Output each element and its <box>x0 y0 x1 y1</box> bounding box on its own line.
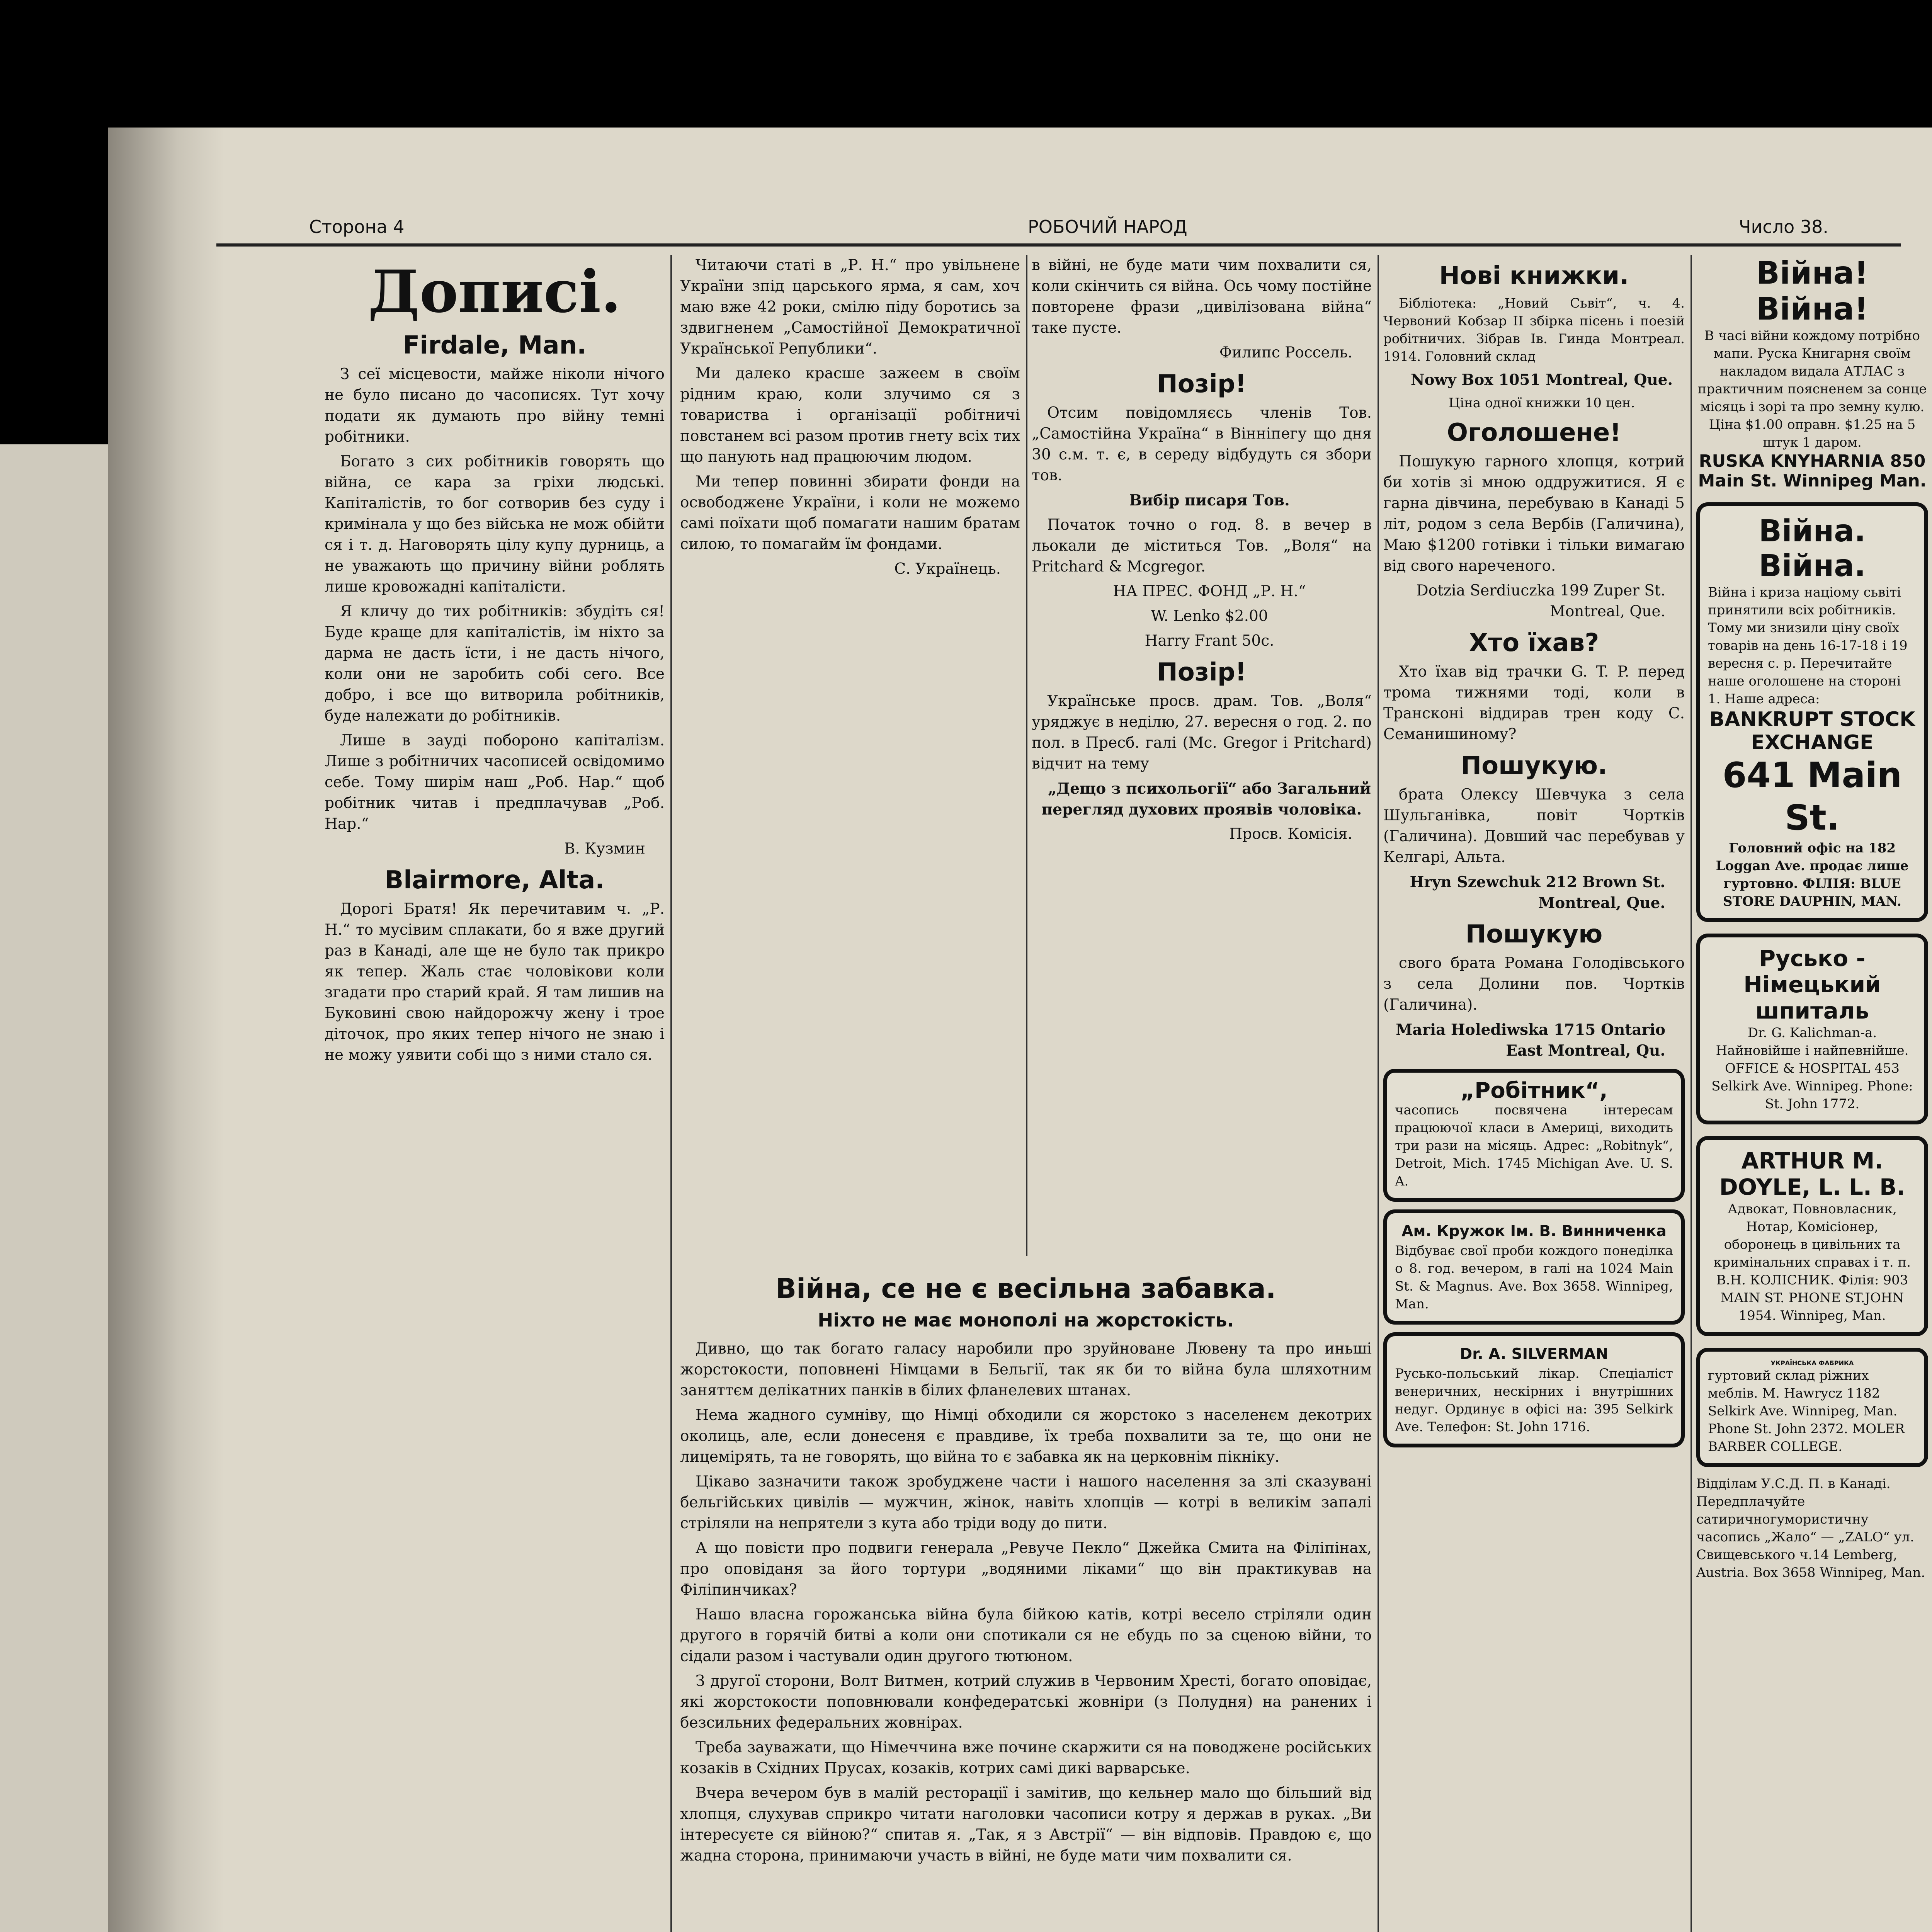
letter-heading-firdale: Firdale, Man. <box>403 331 587 360</box>
books-heading: Нові книжки. <box>1439 262 1629 290</box>
article-paragraph: З другої сторони, Волт Витмен, котрий служив в Червоним Хресті, богато оповідає, які жорстокости поповнювали конфедератські жовніри (з Полудня) на ранених і безсильних федеральних жовнірах. <box>680 1672 1372 1731</box>
books-address: Nowy Box 1051 Montreal, Que. <box>1410 371 1673 389</box>
page-fold-shadow <box>108 128 224 1932</box>
hospital-ad-text: Dr. G. Kalichman-a. Найновійше і найпевнійше. OFFICE & HOSPITAL 453 Selkirk Ave. Winnipeg. Phone: St. John 1772. <box>1711 1025 1913 1112</box>
search-heading: Пошукую <box>1465 920 1603 949</box>
article-paragraph: Нема жадного сумніву, що Німці обходили ся жорстоко з населенєм декотрих околиць, але, если донесеня є правдиве, їх треба похвалити за те, що они не лицемірять, та не говорять, що війна то є забавка як на церковнім пікніку. <box>680 1406 1372 1466</box>
war-ad-heading: Війна! Війна! <box>1756 255 1869 327</box>
notice-heading: Позір! <box>1157 658 1247 687</box>
article-signature: Филипс Россель. <box>1219 344 1352 361</box>
column-4 <box>1383 255 1685 1932</box>
notice-paragraph: Отсим повідомляєсь членів Тов. „Самостійна Україна“ в Вінніпегу що дня 30 с.м. т. є, в середу відбудуть ся збори тов. <box>1032 404 1372 484</box>
lawyer-ad <box>1696 1136 1928 1336</box>
bankrupt-ad <box>1696 502 1928 922</box>
notice-emphasis: „Дещо з психольогії“ або Загальний перегляд духових проявів чоловіка. <box>1041 780 1371 818</box>
letter-paragraph: Дорогі Братя! Як перечитавим ч. „Р. Н.“ то мусівим сплакати, бо я вже другий раз в Канаді, але ще не було так прикро як тепер. Жаль стає чоловікови коли згадати про старий край. Я там лишив на Буковині свою найдорожчу жену і трое діточок, про яких тепер нічого не знаю і не можу уявити собі що з ними стало ся. <box>325 900 665 1064</box>
article-paragraph: Ми тепер повинні збирати фонди на освободжене України, і коли не можемо самі поїхати щоб помагати нашим братам силою, то помагайм їм фондами. <box>680 473 1020 553</box>
column-divider <box>1378 255 1379 1932</box>
page-number: Сторона 4 <box>309 216 405 237</box>
silverman-ad-text: Русько-польський лікар. Спеціаліст венеричних, нескірних і внутрішних недуг. Ординує в офісі на: 395 Selkirk Ave. Телефон: St. John 1716. <box>1395 1366 1673 1435</box>
search-text: брата Олексу Шевчука з села Шульганівка, повіт Чортків (Галичина). Довший час перебував у Келгарі, Альта. <box>1383 786 1685 866</box>
article-paragraph: Вчера вечером був в малій ресторації і замітив, що кельнер мало що більший від хлопця, слухував сприкро читати наголовки часописи котру я держав в руках. „Ви інтересуєте ся війною?“ спитав я. „Так, я з Австрії“ — він відповів. Правдою є, що жадна сторона, принимаючи участь в війні, не буде мати чим похвалити ся. <box>680 1784 1372 1864</box>
notice-line: W. Lenko $2.00 <box>1151 607 1268 625</box>
column-divider <box>1026 255 1027 1256</box>
notice-heading: Позір! <box>1157 370 1247 398</box>
silverman-ad-title: Dr. A. SILVERMAN <box>1459 1345 1609 1363</box>
article-paragraph: Читаючи статі в „Р. Н.“ про увільнене України зпід царського ярма, я сам, хоч маю вже 42 роки, смілю піду боротись за здвигненем „Самостійної Демократичної Української Републики“. <box>680 257 1020 357</box>
factory-ad-text: гуртовий склад ріжних меблів. M. Hawrycz 1182 Selkirk Ave. Winnipeg, Man. Phone St. John 2372. MOLER BARBER COLLEGE. <box>1708 1368 1905 1454</box>
search-heading: Пошукую. <box>1461 752 1607 780</box>
newspaper-page <box>108 128 1932 1932</box>
column-1 <box>325 255 665 1932</box>
article-paragraph: Нашо власна горожанська війна була бійкою катів, котрі весело стріляли один другого в горячій битві а коли они спотикали ся не ебудь по за сценою війни, то сідали разом і частували один другого тютюном. <box>680 1606 1372 1665</box>
ad-column <box>1696 255 1928 1932</box>
worker-ad-title: „Робітник“, <box>1460 1078 1608 1103</box>
article-headline: Війна, се не є весільна забавка. <box>776 1273 1276 1304</box>
column-3 <box>1032 255 1372 1240</box>
party-notice: Відділам У.С.Д. П. в Канаді. Передплачуйте сатиричногумористичну часопись „Жало“ — „ZALO“ ул. Свищевського ч.14 Lemberg, Austria. Box 3658 Winnipeg, Man. <box>1696 1476 1925 1580</box>
article-signature: С. Українець. <box>894 560 1001 578</box>
bankrupt-ad-name: BANKRUPT STOCK EXCHANGE <box>1709 708 1915 754</box>
letter-signature: В. Кузмин <box>564 840 645 857</box>
search-text: свого брата Романа Голодівського з села Долини пов. Чортків (Галичина). <box>1383 954 1685 1014</box>
bankrupt-ad-text: Війна і криза націому сьвіті принятили всіх робітників. Тому ми знизили ціну своїх товарів на день 16-17-18 і 19 вересня с. р. Перечитайте наше оголошене на стороні 1. Наше адреса: <box>1708 585 1908 707</box>
notice-line: Harry Frant 50c. <box>1145 632 1274 650</box>
announcement-signature: Dotzia Serdiuczka 199 Zuper St. Montreal, Que. <box>1416 582 1665 620</box>
article-paragraph: Ми далеко красше зажеем в своїм рідним краю, коли злучимо ся з товариства і організації робітничі повстанем всі разом против гнету всіх тих що панують над працюючим людом. <box>680 365 1020 466</box>
vynnychenko-ad-title: Ам. Кружок Ім. В. Винниченка <box>1401 1223 1667 1240</box>
article-war <box>680 1267 1372 1932</box>
factory-ad-title: УКРАЇНСЬКА ФАБРИКА <box>1770 1359 1854 1367</box>
bankrupt-ad-address: 641 Main St. <box>1722 755 1902 838</box>
article-paragraph: А що повісти про подвиги генерала „Ревуче Пекло“ Джейка Смита на Філіпінах, про оповіданя за його тортури „водяними ліками“ що він практикував на Філіпинчиках? <box>680 1539 1372 1599</box>
header-rule <box>216 243 1901 247</box>
article-paragraph: Треба зауважати, що Німеччина вже почине скаржити ся на поводжене російських козаків в Східних Прусах, козаків, котрих самі дикі варварське. <box>680 1739 1372 1777</box>
atlas-ad-text: В часі війни кождому потрібно мапи. Руска Книгарня своїм накладом видала АТЛАС з практичним поясненем за сонце місяць і зорі та про земну кулю. Ціна $1.00 оправн. $1.25 на 5 штук 1 даром. <box>1697 328 1927 450</box>
notice-paragraph: Українське просв. драм. Тов. „Воля“ уряджує в неділю, 27. вересня о год. 2. по пол. в Пресб. галі (Mc. Gregor і Pritchard) відчит на тему <box>1032 692 1372 772</box>
left-page-stub <box>0 444 108 1932</box>
announcement-text: Пошукую гарного хлопця, котрий би хотів зі мною оддружитися. Я є гарна дівчина, перебуваю в Канаді 5 літ, родом з села Вербів (Галичина), Маю $1200 готівки і тільки вимагаю від свого нареченого. <box>1383 453 1685 575</box>
notice-signature: Просв. Комісія. <box>1229 825 1352 843</box>
notice-emphasis: Вибір писаря Тов. <box>1129 492 1290 509</box>
silverman-ad <box>1383 1332 1685 1447</box>
factory-ad <box>1696 1348 1928 1467</box>
worker-ad <box>1383 1069 1685 1202</box>
worker-ad-text: часопись посвячена інтересам працюючої класи в Америці, виходить три рази на місяць. Адрес: „Robitnyk“, Detroit, Mich. 1745 Michigan Ave. U. S. A. <box>1395 1102 1673 1189</box>
letter-paragraph: Лише в зауді побороно капіталізм. Лише з робітничих часописей освідомимо себе. Тому ширім наш „Роб. Нар.“ щоб робітник читав і предплачував „Роб. Нар.“ <box>325 732 665 833</box>
column-divider <box>1690 255 1692 1932</box>
books-text: Бібліотека: „Новий Сьвіт“, ч. 4. Червоний Кобзар II збірка пісень і поезій робітничих. Зібрав Ів. Гинда Монтреал. 1914. Головний склад <box>1383 296 1685 364</box>
issue-number: Число 38. <box>1739 216 1829 237</box>
vynnychenko-ad-text: Відбуває свої проби кождого понеділка о 8. год. вечером, в галі на 1024 Main St. & Magnus. Ave. Box 3658. Winnipeg, Man. <box>1395 1243 1673 1312</box>
who-went-text: Хто їхав від трачки G. T. P. перед трома тижнями тоді, коли в Трансконі віддирав трен коду С. Семанишиному? <box>1383 663 1685 743</box>
notice-line: НА ПРЕС. ФОНД „Р. Н.“ <box>1113 583 1306 600</box>
hospital-ad-title: Русько - Німецький шпиталь <box>1743 945 1881 1024</box>
search-signature: Hryn Szewchuk 212 Brown St. Montreal, Que. <box>1410 873 1665 912</box>
lawyer-ad-text: Адвокат, Повновласник, Нотар, Комісіонер, оборонець в цивільних та кримінальних справах і т. п. В.Н. КОЛІСНИК. Філія: 903 MAIN ST. PHONE ST.JOHN 1954. Winnipeg, Man. <box>1713 1201 1911 1323</box>
atlas-ad-store: RUSKA KNYHARNIA 850 Main St. Winnipeg Man. <box>1698 451 1927 491</box>
notice-paragraph: Початок точно о год. 8. в вечер в льокали де міститься Тов. „Воля“ на Pritchard & Mcgregor. <box>1032 516 1372 575</box>
article-paragraph: Дивно, що так богато галасу наробили про зруйноване Лювену та про иньші жорстокости, поповнені Німцами в Бельгії, так як би то війна була шляхотним заняттєм делікатних панків в білих фланелевих штанах. <box>680 1340 1372 1399</box>
lawyer-ad-title: ARTHUR M. DOYLE, L. L. B. <box>1719 1148 1905 1200</box>
books-price: Ціна одної книжки 10 цен. <box>1448 395 1635 411</box>
letter-paragraph: З сеї місцевости, майже ніколи нічого не було писано до часописях. Тут хочу подати як думають про війну темні робітники. <box>325 366 665 446</box>
letter-heading-blairmore: Blairmore, Alta. <box>384 866 605 895</box>
letter-paragraph: Богато з сих робітників говорять що війна, се кара за гріхи людські. Капіталістів, то бог сотворив без суду і кримінала у що без війська не мож обійти ся і т. д. Наговорять цілу купу дурниць, а не уважають що причину війни роблять лише кровожадні капіталісти. <box>325 453 665 595</box>
search-signature: Maria Holediwska 1715 Ontario East Montreal, Qu. <box>1396 1021 1665 1060</box>
vynnychenko-ad <box>1383 1209 1685 1325</box>
hospital-ad <box>1696 934 1928 1124</box>
bankrupt-ad-heading: Війна. Війна. <box>1759 514 1866 583</box>
bankrupt-ad-branch: Головний офіс на 182 Loggan Ave. продає лише гуртовно. ФІЛІЯ: BLUE STORE DAUPHIN, MAN. <box>1716 840 1909 909</box>
article-continuation: в війні, не буде мати чим похвалити ся, коли скінчить ся війна. Ось чому постійне повторене фрази „цивілізована війна“ таке пусте. <box>1032 257 1372 337</box>
column-2 <box>680 255 1020 1240</box>
article-subheadline: Ніхто не має монополі на жорстокість. <box>818 1310 1234 1331</box>
who-went-heading: Хто їхав? <box>1469 629 1599 657</box>
masthead-small: РОБОЧИЙ НАРОД <box>1028 216 1187 237</box>
column-divider <box>670 255 672 1932</box>
article-paragraph: Цікаво зазначити також зробуджене части і нашого населення за злі сказувані бельгійських цивілів — мужчин, жінок, навіть хлопців — котрі в великім запалі стріляли на непрятели з кута або тріди воду до пити. <box>680 1473 1372 1532</box>
letter-paragraph: Я кличу до тих робітників: збудіть ся! Буде краще для капіталістів, ім ніхто за дарма не дасть їсти, і не дасть нічого, коли они не заробить собі сего. Все добро, і все що витворила робітників, буде належати до робітників. <box>325 603 665 724</box>
announcement-heading: Оголошене! <box>1447 418 1621 447</box>
section-title: Дописі. <box>368 258 621 326</box>
